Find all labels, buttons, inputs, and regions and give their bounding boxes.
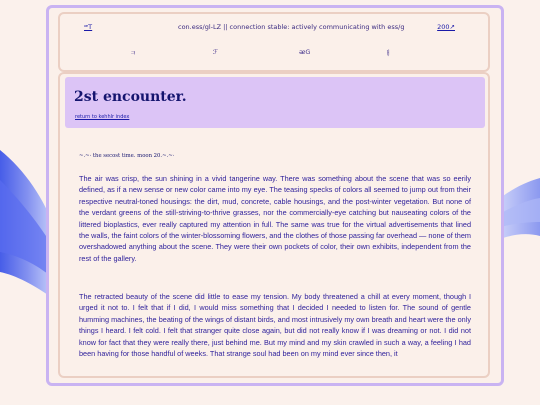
- top-navigation-bar: [58, 12, 490, 72]
- glyph-link-2[interactable]: ℱ: [213, 48, 219, 56]
- page-title: 2st encounter.: [74, 89, 187, 105]
- connection-status-text: con.ess/gl-LZ || connection stable: actively communicating with ess/g: [178, 23, 405, 31]
- glyph-link-row: [60, 48, 488, 58]
- glyph-link-4[interactable]: ㅐ: [385, 49, 392, 57]
- entry-date-line: ~.~· the secost time. moon 20.~.~·: [79, 153, 175, 159]
- home-link[interactable]: ꟹT: [84, 23, 93, 31]
- glyph-link-1[interactable]: ㅋ: [130, 49, 137, 57]
- entry-content-panel[interactable]: [58, 72, 490, 378]
- entry-title-box: [65, 77, 485, 128]
- top-row: [60, 23, 488, 35]
- glyph-link-3[interactable]: ᴂG: [299, 48, 311, 56]
- count-link[interactable]: 200↗: [437, 23, 455, 31]
- entry-paragraph: The retracted beauty of the scene did little to ease my tension. My body threatened a chill at every moment, though I urged it not to. I felt that if I did, I would miss something that I decided I needed to listen for. The sound of gentle humming machines, the beating of the wings of distant birds, and most intrusively my own breath and heart were the only things I heard. I felt cold. I felt that stranger quite close again, but did not really know if I was dreaming or not. I did not know for fact that they were really there, just behind me. But my mind and my skin crawled in such a way, a feeling I had been having for those handful of weeks. That strange soul had been on my mind ever since then, it: [79, 292, 471, 359]
- return-to-index-link[interactable]: return to kehhlr index: [75, 114, 130, 120]
- entry-paragraph: The air was crisp, the sun shining in a vivid tangerine way. There was something about the scene that was so eerily defined, as if a new sense or new color came into my eye. The teasing specks of colors all seemed to jump out from their respective neutral-toned housings: the dirt, mud, concrete, cable housings, and the post-winter vegetation. But none of the verdant greens of the still-striving-to-thrive grasses, nor the commercially-eye catching but nauseating colors of the littered bioplastics, ever really captured my attention in full. The same was true for the virtual advertisements that lined the walls, the faint colors of the winter-blossoming flowers, and the clothes of those passing far overhead — none of them overshadowed anything about the scene. They were their own pockets of color, their own exhibits, independent from the rest of the gallery.: [79, 174, 471, 263]
- main-frame: [46, 5, 504, 386]
